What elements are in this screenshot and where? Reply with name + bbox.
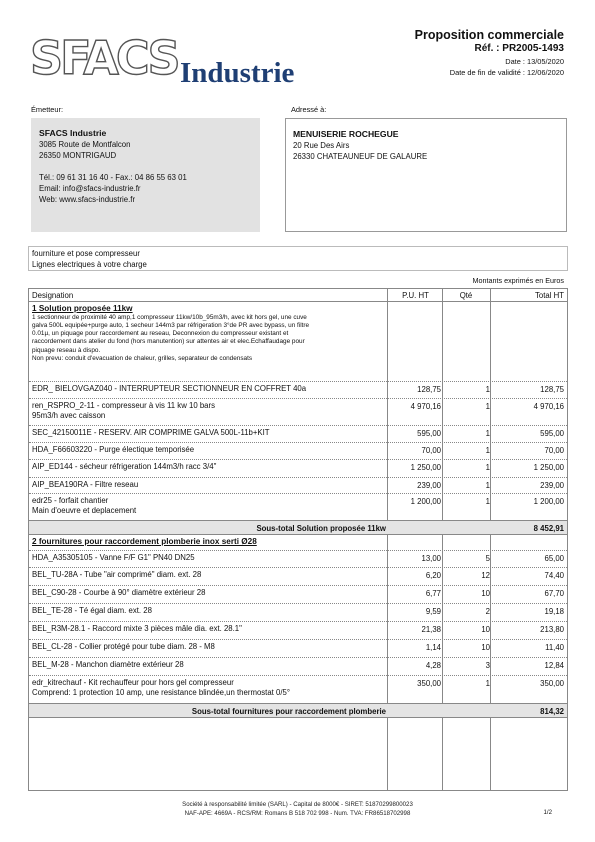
section-description-line: raccordement dans atelier du fond (hors manutention) sur attentes air et elec.Echaffaudage pour <box>32 338 305 346</box>
row-unit-price: 6,77 <box>425 589 441 598</box>
table-row <box>29 586 567 604</box>
row-quantity: 1 <box>485 463 490 472</box>
recipient-name: MENUISERIE ROCHEGUE <box>293 129 399 139</box>
section-title-cell <box>32 535 390 550</box>
row-total: 11,40 <box>545 643 564 652</box>
row-quantity: 12 <box>481 571 490 580</box>
header-unit-price: P.U. HT <box>402 291 429 300</box>
row-total: 1 200,00 <box>533 497 564 506</box>
row-designation: HDA_A35305105 - Vanne F/F G1" PN40 DN25 <box>32 553 195 562</box>
section-title: 1 Solution proposée 11kw <box>32 304 133 313</box>
recipient-address-line2: 26330 CHATEAUNEUF DE GALAURE <box>293 152 428 161</box>
footer-legal-line1: Société à responsabilité limitée (SARL) - Capital de 8000€ - SIRET: 51870299800023 <box>182 801 413 808</box>
section-description-line: Non prevu: conduit d'evacuation de chaleur, grilles, separateur de condensats <box>32 354 253 362</box>
header-designation: Designation <box>32 291 74 300</box>
recipient-box <box>285 118 567 232</box>
recipient-address-line1: 20 Rue Des Airs <box>293 141 350 150</box>
row-unit-price: 21,38 <box>421 625 441 634</box>
row-unit-price: 6,20 <box>425 571 441 580</box>
row-designation: BEL_TE-28 - Té égal diam. ext. 28 <box>32 606 152 615</box>
row-total: 70,00 <box>544 446 564 455</box>
row-designation-cell <box>32 676 390 703</box>
subtotal-total: 814,32 <box>540 707 564 716</box>
row-total: 4 970,16 <box>533 402 564 411</box>
page-footer <box>0 800 595 818</box>
recipient-label: Adressé à: <box>291 105 327 114</box>
section-description-line: 1 sectionneur de proximité 40 amp,1 compresseur 11kw/10b_95m3/h, avec kit hors gel, une cuve <box>32 314 307 322</box>
emitter-name: SFACS Industrie <box>39 128 107 138</box>
row-designation-cell <box>32 494 390 520</box>
row-unit-price: 13,00 <box>421 554 441 563</box>
row-unit-price: 9,59 <box>425 607 441 616</box>
emitter-address-line1: 3085 Route de Montfalcon <box>39 140 131 149</box>
table-row <box>29 658 567 676</box>
row-total: 239,00 <box>540 481 564 490</box>
section-description-row <box>29 302 567 382</box>
emitter-website: Web: www.sfacs-industrie.fr <box>39 195 136 204</box>
section-title: 2 fournitures pour raccordement plomberie inox serti Ø28 <box>32 537 257 546</box>
row-total: 74,40 <box>544 571 564 580</box>
row-designation: edr25 - forfait chantier <box>32 496 109 505</box>
row-total: 595,00 <box>540 429 564 438</box>
section-description-line: galva 500L equipée+purge auto, 1 secheur 144m3 par réfrigeration 3°de PR avec bypass, un filtre <box>32 322 310 330</box>
table-row <box>29 478 567 494</box>
table-row <box>29 443 567 460</box>
header-quantity: Qté <box>459 291 473 300</box>
section-description-line: 0.01µ, un piquage pour raccordement au reseau, Deconnexion du compresseur existant et <box>32 330 289 338</box>
row-unit-price: 595,00 <box>417 429 441 438</box>
table-row <box>29 460 567 478</box>
subtotal-label: Sous-total Solution proposée 11kw <box>256 524 386 533</box>
row-designation: BEL_M-28 - Manchon diamètre extérieur 28 <box>32 660 184 669</box>
table-header-row <box>29 289 567 302</box>
footer-legal-line2: NAF-APE: 4669A - RCS/RM: Romans B 518 702 998 - Num. TVA: FR86518702998 <box>184 810 411 817</box>
section-description-line: piquage reseau à dispo. <box>32 346 101 354</box>
subtotal-label: Sous-total fournitures pour raccordement plomberie <box>191 707 386 716</box>
row-quantity: 1 <box>485 481 490 490</box>
document-title-block <box>415 28 564 77</box>
emitter-address-line2: 26350 MONTRIGAUD <box>39 151 117 160</box>
document-date: Date : 13/05/2020 <box>505 57 564 66</box>
company-logo <box>30 30 320 90</box>
row-total: 12,84 <box>544 661 564 670</box>
table-row <box>29 382 567 399</box>
logo-sub-text: Industrie <box>180 57 295 89</box>
row-total: 128,75 <box>540 385 564 394</box>
document-title: Proposition commerciale <box>414 28 564 42</box>
row-designation: BEL_CL-28 - Collier protégé pour tube diam. 28 - M8 <box>32 642 215 651</box>
table-row <box>29 568 567 586</box>
row-designation-detail: 95m3/h avec caisson <box>32 411 106 421</box>
table-row <box>29 399 567 426</box>
notes-line1: fourniture et pose compresseur <box>32 249 140 258</box>
row-unit-price: 70,00 <box>421 446 441 455</box>
emitter-label: Émetteur: <box>31 105 64 114</box>
row-quantity: 10 <box>481 643 490 652</box>
table-row <box>29 494 567 520</box>
table-row <box>29 640 567 658</box>
table-row <box>29 551 567 568</box>
row-designation-detail: Comprend: 1 protection 10 amp, une resistance blindée,un thermostat 0/5° <box>32 688 290 698</box>
row-unit-price: 1 200,00 <box>410 497 441 506</box>
section-description-cell <box>32 302 390 381</box>
row-designation: AIP_BEA190RA - Filtre reseau <box>32 480 139 489</box>
table-row <box>29 604 567 622</box>
row-quantity: 1 <box>485 385 490 394</box>
emitter-email: Email: info@sfacs-industrie.fr <box>39 184 141 193</box>
document-reference: Réf. : PR2005-1493 <box>474 43 564 54</box>
subtotal-total: 8 452,91 <box>533 524 564 533</box>
notes-box <box>28 246 568 271</box>
emitter-phone: Tél.: 09 61 31 16 40 - Fax.: 04 86 55 63 01 <box>39 173 187 182</box>
row-designation: AIP_ED144 - sécheur réfrigeration 144m3/h racc 3/4" <box>32 462 217 471</box>
row-total: 1 250,00 <box>533 463 564 472</box>
row-total: 350,00 <box>540 679 564 688</box>
row-quantity: 1 <box>485 402 490 411</box>
row-quantity: 1 <box>485 429 490 438</box>
row-designation: BEL_C90-28 - Courbe à 90° diamètre extérieur 28 <box>32 588 206 597</box>
row-unit-price: 4 970,16 <box>410 402 441 411</box>
logo-brand-text: SFACS <box>30 31 178 85</box>
currency-note: Montants exprimés en Euros <box>472 276 564 285</box>
subtotal-row <box>29 520 567 535</box>
row-designation-cell <box>32 399 390 425</box>
table-row <box>29 426 567 443</box>
row-quantity: 1 <box>485 679 490 688</box>
row-quantity: 1 <box>485 446 490 455</box>
table-row <box>29 622 567 640</box>
row-total: 65,00 <box>544 554 564 563</box>
header-total: Total HT <box>534 291 564 300</box>
row-designation: edr_kitrechauf - Kit rechauffeur pour hors gel compresseur <box>32 678 234 687</box>
quote-table <box>28 288 568 791</box>
row-unit-price: 128,75 <box>417 385 441 394</box>
row-designation-detail: Main d'oeuvre et deplacement <box>32 506 137 516</box>
page-number: 1/2 <box>543 809 552 816</box>
notes-line2: Lignes electriques à votre charge <box>32 259 147 269</box>
row-designation: HDA_F66603220 - Purge électique temporisée <box>32 445 195 454</box>
emitter-box <box>31 118 260 232</box>
row-total: 213,80 <box>540 625 564 634</box>
row-designation: BEL_R3M-28.1 - Raccord mixte 3 pièces mâle dia. ext. 28.1" <box>32 624 242 633</box>
sfacs-logo-graphic <box>30 30 320 90</box>
row-quantity: 5 <box>485 554 490 563</box>
row-designation: SEC_42150011E - RESERV. AIR COMPRIME GALVA 500L-11b+KIT <box>32 428 270 437</box>
row-designation: BEL_TU-28A - Tube "air comprimé" diam. ext. 28 <box>32 570 202 579</box>
row-unit-price: 350,00 <box>417 679 441 688</box>
row-unit-price: 4,28 <box>425 661 441 670</box>
row-designation: EDR_ BIELOVGAZ040 - INTERRUPTEUR SECTIONNEUR EN COFFRET 40a <box>32 384 307 393</box>
row-quantity: 3 <box>485 661 490 670</box>
row-unit-price: 239,00 <box>417 481 441 490</box>
row-quantity: 1 <box>485 497 490 506</box>
row-total: 19,18 <box>544 607 564 616</box>
row-total: 67,70 <box>544 589 564 598</box>
table-row <box>29 676 567 703</box>
row-unit-price: 1 250,00 <box>410 463 441 472</box>
row-designation: ren_RSPRO_2-11 - compresseur à vis 11 kw 10 bars <box>32 401 216 410</box>
row-quantity: 10 <box>481 589 490 598</box>
row-unit-price: 1,14 <box>425 643 441 652</box>
document-validity-date: Date de fin de validité : 12/06/2020 <box>449 68 564 77</box>
row-quantity: 2 <box>485 607 490 616</box>
section-title-row <box>29 535 567 551</box>
row-quantity: 10 <box>481 625 490 634</box>
subtotal-row <box>29 703 567 718</box>
